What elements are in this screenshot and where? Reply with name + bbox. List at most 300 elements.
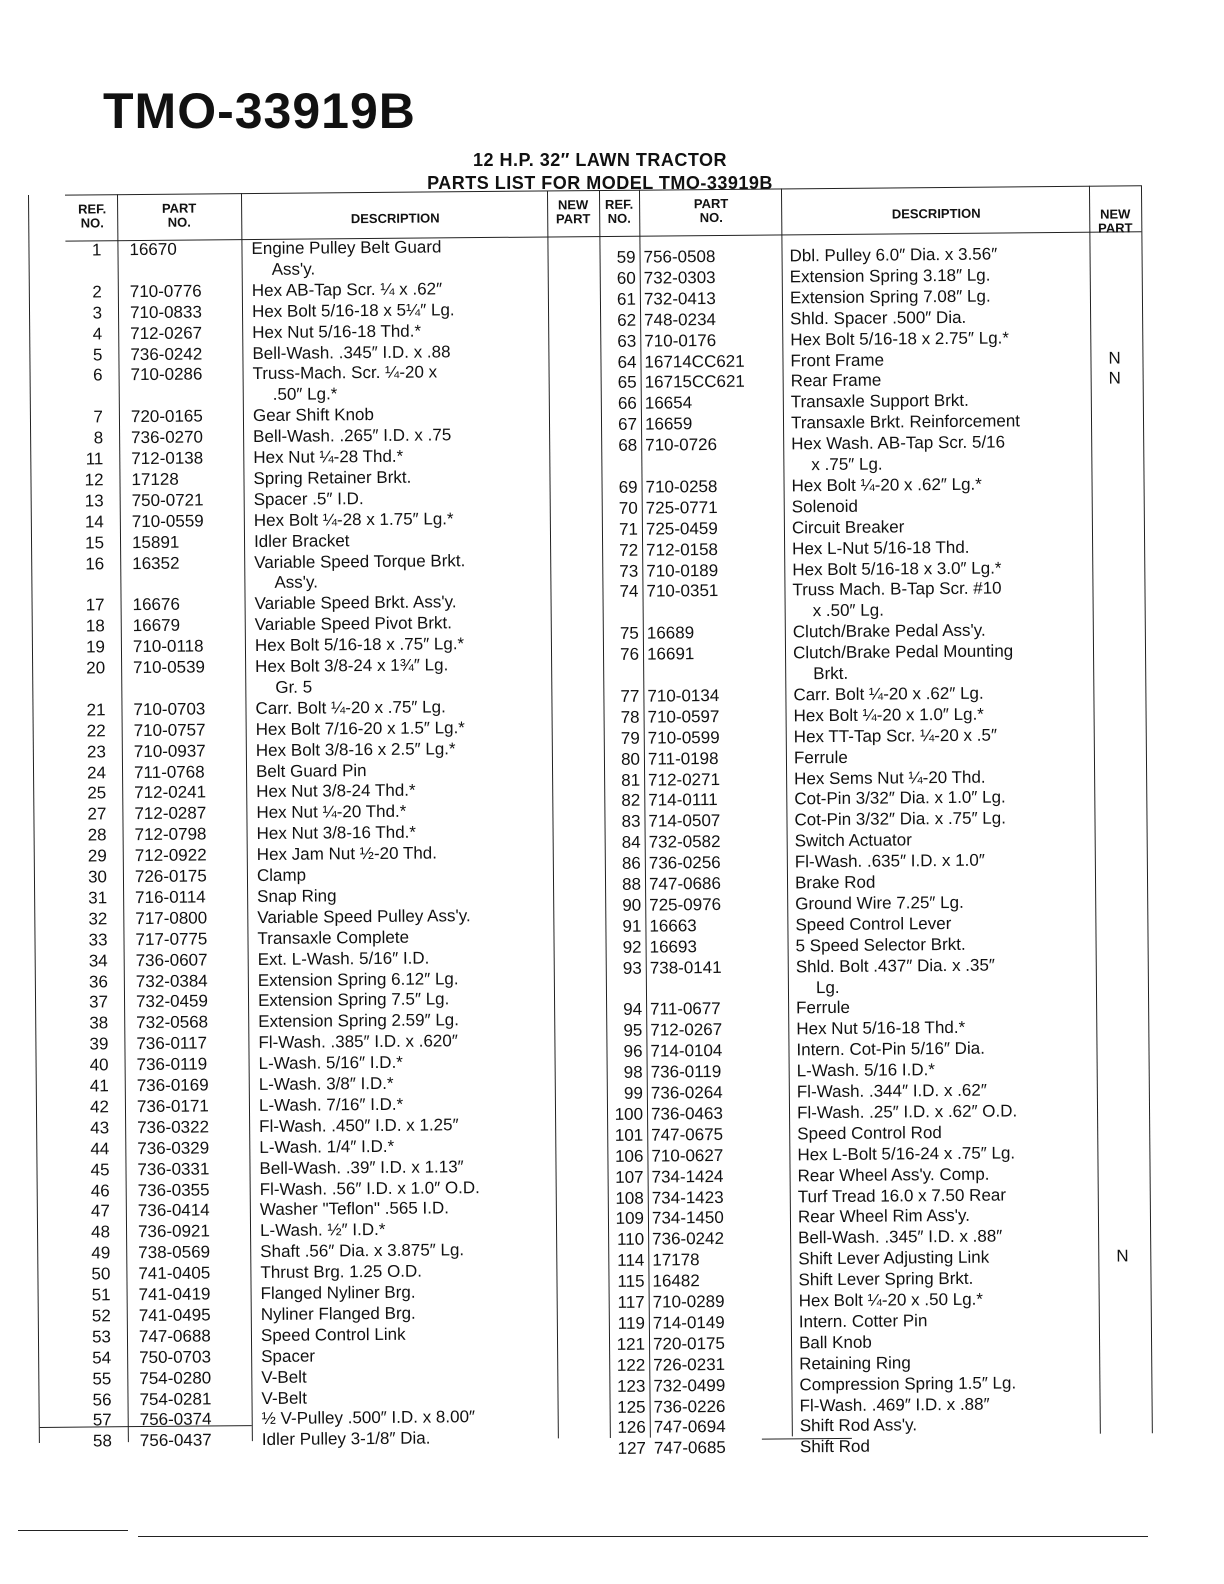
part-description: Thrust Brg. 1.25 O.D. [260, 1261, 423, 1283]
part-description: Shld. Spacer .500″ Dia. [790, 307, 967, 329]
ref-no: 30 [87, 867, 108, 887]
ref-no: 56 [92, 1389, 112, 1409]
ref-no: 90 [622, 895, 642, 915]
part-no: 736-0331 [137, 1159, 210, 1179]
part-no: 710-0833 [129, 302, 202, 322]
ref-no: 115 [617, 1271, 645, 1291]
ref-no: 54 [92, 1348, 112, 1368]
part-description: Shift Rod Ass'y. [799, 1415, 918, 1436]
part-description: Shift Rod [799, 1436, 870, 1457]
part-no: 710-0559 [131, 511, 204, 531]
part-description: Variable Speed Torque Brkt. [254, 550, 466, 572]
part-no: 734-1424 [651, 1166, 724, 1187]
part-description: Turf Tread 16.0 x 7.50 Rear [797, 1185, 1007, 1206]
part-no: 754-0281 [139, 1388, 212, 1409]
ref-no: 1 [91, 240, 102, 260]
ref-no: 77 [620, 686, 640, 706]
part-no: 732-0499 [653, 1375, 726, 1396]
part-description: 5 Speed Selector Brkt. [795, 934, 966, 956]
ref-no: 70 [618, 498, 638, 518]
ref-no: 4 [92, 323, 103, 344]
subtitle-parts-list: PARTS LIST FOR MODEL TMO-33919B [427, 173, 773, 193]
ref-no: 41 [89, 1076, 109, 1096]
header-part-no-right [641, 196, 781, 225]
header-part-line1: PART [161, 200, 197, 216]
part-description: Speed Control Rod [797, 1122, 942, 1144]
part-no: 725-0771 [645, 497, 718, 518]
part-description: Carr. Bolt ¼-20 x .62″ Lg. [793, 683, 984, 705]
part-no: 732-0582 [648, 832, 721, 852]
part-description: Ground Wire 7.25″ Lg. [795, 892, 964, 914]
part-no: 736-0171 [136, 1096, 209, 1116]
part-no: 714-0104 [650, 1041, 723, 1061]
ref-no: 45 [90, 1159, 110, 1180]
ref-no: 86 [621, 853, 641, 873]
part-no: 710-0118 [132, 636, 204, 657]
header-new-line1: NEW [1099, 206, 1131, 222]
part-no: 16691 [646, 644, 695, 664]
ref-no: 55 [92, 1368, 112, 1389]
part-description: Solenoid [791, 496, 859, 517]
part-no: 741-0419 [138, 1284, 211, 1305]
part-description: L-Wash. 5/16″ I.D.* [258, 1052, 403, 1074]
part-no: 712-0922 [134, 845, 207, 866]
part-no: 712-0287 [134, 803, 207, 824]
part-description: Hex Bolt 5/16-18 x 5¼″ Lg. [251, 299, 455, 321]
ref-no: 78 [620, 707, 640, 727]
part-description: Ferrule [793, 747, 848, 767]
header-ref-line1: REF. [77, 201, 107, 217]
part-description: Fl-Wash. .635″ I.D. x 1.0″ [794, 850, 985, 872]
part-description: Fl-Wash. .469″ I.D. x .88″ [799, 1394, 990, 1415]
ref-no: 71 [618, 519, 639, 539]
ref-no: 51 [91, 1285, 111, 1305]
ref-no: 59 [616, 247, 636, 267]
ref-no: 49 [91, 1243, 111, 1263]
part-description: Hex Bolt 3/8-16 x 2.5″ Lg.* [255, 738, 456, 760]
part-description: L-Wash. 3/8″ I.D.* [258, 1073, 394, 1095]
part-no: 736-0355 [137, 1179, 210, 1200]
ref-no: 94 [623, 1000, 643, 1020]
part-description: Extension Spring 7.5″ Lg. [257, 989, 450, 1011]
part-description: Speed Control Link [260, 1324, 406, 1345]
part-description: Hex Nut 5/16-18 Thd.* [252, 321, 422, 342]
ref-no: 80 [620, 749, 641, 769]
ref-no: 15 [85, 532, 105, 553]
part-no: 726-0175 [134, 866, 207, 887]
header-part-line2: NO. [167, 214, 191, 230]
part-description: Hex Nut ¼-28 Thd.* [253, 446, 404, 468]
part-description: Rear Wheel Ass'y. Comp. [797, 1164, 990, 1185]
ref-no: 72 [619, 540, 639, 560]
part-description: L-Wash. 7/16″ I.D.* [258, 1094, 404, 1115]
part-no: 736-0414 [137, 1200, 210, 1221]
part-description: Snap Ring [257, 886, 337, 906]
part-no: 736-0921 [137, 1221, 210, 1242]
part-description: Spring Retainer Brkt. [253, 467, 412, 488]
ref-no: 73 [619, 561, 639, 581]
ref-no: 106 [614, 1146, 644, 1166]
ref-no: 13 [84, 491, 104, 511]
part-description: Extension Spring 2.59″ Lg. [258, 1010, 460, 1032]
ref-no: 24 [87, 762, 107, 783]
ref-no: 43 [90, 1118, 110, 1138]
part-description: Spacer .5″ I.D. [253, 488, 364, 509]
ref-no: 109 [615, 1209, 645, 1229]
part-description: V-Belt [261, 1388, 307, 1408]
ref-no: 92 [622, 937, 642, 957]
part-no: 750-0721 [131, 490, 204, 510]
part-description: Hex L-Bolt 5/16-24 x .75″ Lg. [797, 1143, 1016, 1165]
part-description: Compression Spring 1.5″ Lg. [799, 1373, 1017, 1394]
part-no: 710-0134 [647, 685, 720, 706]
header-ref-no [67, 202, 117, 230]
part-no: 741-0405 [138, 1263, 211, 1284]
part-no: 16482 [652, 1271, 700, 1291]
part-no: 710-0351 [646, 581, 719, 602]
part-no: 710-0776 [129, 281, 202, 301]
ref-no: 98 [623, 1062, 643, 1082]
part-description: Shaft .56″ Dia. x 3.875″ Lg. [260, 1240, 465, 1262]
part-no: 16659 [644, 414, 693, 434]
part-no: 741-0495 [138, 1305, 211, 1325]
part-description: x .75″ Lg. [811, 454, 883, 475]
ref-no: 93 [622, 958, 642, 978]
ref-no: 96 [623, 1041, 643, 1062]
part-description: Hex Bolt 5/16-18 x 3.0″ Lg.* [792, 558, 1002, 579]
header-part-no [119, 201, 239, 230]
part-description: Hex Nut ¼-20 Thd.* [256, 802, 407, 823]
part-description: Hex Nut 3/8-16 Thd.* [256, 822, 417, 844]
part-description: Retaining Ring [799, 1353, 911, 1374]
part-no: 712-0241 [134, 782, 207, 803]
part-no: 736-0463 [650, 1103, 723, 1124]
part-description: Rear Wheel Rim Ass'y. [797, 1206, 971, 1227]
part-description: Extension Spring 3.18″ Lg. [789, 265, 991, 287]
part-no: 711-0768 [133, 761, 205, 782]
part-description: Ass'y. [271, 259, 316, 279]
ref-no: 42 [89, 1097, 110, 1117]
part-no: 756-0437 [139, 1430, 212, 1451]
ref-no: 25 [87, 783, 107, 803]
part-no: 710-0176 [644, 330, 717, 351]
part-no: 747-0686 [648, 873, 721, 894]
part-description: Nyliner Flanged Brg. [260, 1303, 416, 1324]
part-description: ½ V-Pulley .500″ I.D. x 8.00″ [261, 1407, 476, 1429]
part-no: 736-0242 [652, 1229, 725, 1249]
part-description: Truss Mach. B-Tap Scr. #10 [792, 578, 1002, 600]
ref-no: 17 [85, 595, 105, 615]
part-no: 16654 [644, 393, 693, 413]
ref-no: 69 [618, 477, 638, 497]
part-description: Hex Bolt ¼-28 x 1.75″ Lg.* [253, 508, 454, 530]
part-description: Transaxle Complete [257, 927, 410, 948]
col-divider [241, 193, 253, 1441]
part-description: Intern. Cotter Pin [798, 1311, 928, 1332]
ref-no: 27 [87, 804, 107, 824]
part-description: Transaxle Brkt. Reinforcement [790, 411, 1021, 433]
col-divider [117, 194, 129, 1442]
part-no: 16714CC621 [644, 351, 745, 372]
part-description: Variable Speed Pulley Ass'y. [257, 905, 471, 927]
ref-no: 108 [615, 1188, 644, 1208]
ref-no: 95 [623, 1020, 643, 1041]
ref-no: 65 [617, 373, 637, 393]
ref-no: 47 [90, 1201, 110, 1221]
part-description: L-Wash. 1/4″ I.D.* [259, 1136, 395, 1157]
ref-no: 79 [620, 728, 640, 748]
part-no: 738-0569 [138, 1242, 211, 1263]
part-description: Extension Spring 7.08″ Lg. [789, 286, 991, 308]
part-description: Hex Bolt 5/16-18 x 2.75″ Lg.* [790, 328, 1010, 349]
part-no: 732-0568 [136, 1012, 209, 1033]
part-no: 736-0322 [137, 1117, 210, 1137]
part-description: Cot-Pin 3/32″ Dia. x .75″ Lg. [794, 808, 1006, 830]
ref-no: 37 [89, 992, 109, 1012]
part-no: 714-0149 [652, 1312, 725, 1333]
part-description: Engine Pulley Belt Guard [251, 237, 442, 259]
header-new-part [547, 198, 599, 226]
ref-no: 12 [84, 470, 104, 490]
part-description: Hex Bolt 7/16-20 x 1.5″ Lg.* [255, 717, 465, 739]
part-no: 16670 [129, 239, 177, 260]
ref-no: 123 [616, 1376, 646, 1396]
part-description: Spacer [261, 1346, 316, 1366]
new-part-flag: N [1108, 347, 1121, 368]
part-description: Clutch/Brake Pedal Mounting [792, 641, 1014, 663]
part-no: 717-0775 [135, 929, 208, 949]
part-description: Shld. Bolt .437″ Dia. x .35″ [795, 955, 995, 976]
part-no: 720-0175 [652, 1333, 725, 1354]
part-no: 16693 [649, 936, 697, 957]
part-no: 712-0158 [646, 539, 719, 560]
ref-no: 67 [618, 414, 638, 435]
part-no: 712-0798 [134, 824, 207, 845]
part-description: Gr. 5 [275, 677, 313, 697]
footer-rule-left [18, 1530, 128, 1531]
part-no: 710-0189 [646, 560, 719, 581]
ref-no: 125 [617, 1397, 646, 1417]
part-description: Hex Jam Nut ½-20 Thd. [256, 843, 437, 865]
ref-no: 21 [86, 700, 106, 720]
part-no: 747-0688 [138, 1326, 211, 1346]
ref-no: 66 [617, 393, 637, 414]
ref-no: 23 [86, 741, 106, 762]
part-description: Hex Sems Nut ¼-20 Thd. [794, 767, 986, 788]
part-description: Cot-Pin 3/32″ Dia. x 1.0″ Lg. [794, 787, 1006, 809]
ref-no: 7 [93, 407, 104, 427]
header-description-right: DESCRIPTION [891, 205, 981, 222]
ref-no: 29 [87, 846, 107, 866]
part-no: 747-0675 [651, 1124, 724, 1145]
part-no: 710-0539 [133, 657, 206, 678]
part-description: Brake Rod [794, 872, 876, 893]
ref-no: 91 [622, 916, 642, 936]
part-no: 736-0264 [650, 1082, 723, 1103]
ref-no: 33 [88, 930, 108, 950]
part-no: 17178 [652, 1250, 700, 1270]
part-no: 736-0119 [136, 1054, 208, 1075]
ref-no: 121 [616, 1334, 646, 1354]
ref-no: 19 [85, 637, 106, 657]
part-description: Washer "Teflon" .565 I.D. [259, 1198, 450, 1220]
part-description: Dbl. Pulley 6.0″ Dia. x 3.56″ [789, 244, 998, 266]
part-description: Bell-Wash. .39″ I.D. x 1.13″ [259, 1156, 464, 1178]
part-description: Clamp [256, 865, 307, 886]
part-description: Front Frame [790, 350, 885, 370]
part-no: 725-0976 [649, 894, 722, 915]
ref-no: 20 [86, 658, 106, 678]
part-description: Hex Bolt 3/8-24 x 1¾″ Lg. [255, 655, 449, 677]
part-no: 712-0138 [131, 448, 204, 469]
ref-no: 83 [621, 811, 641, 832]
ref-no: 119 [617, 1313, 645, 1333]
part-no: 15891 [131, 532, 180, 552]
part-no: 734-1450 [651, 1208, 724, 1228]
part-no: 711-0198 [647, 748, 719, 769]
ref-no: 34 [88, 950, 108, 971]
part-no: 732-0459 [135, 991, 208, 1012]
ref-no: 117 [617, 1292, 645, 1312]
ref-no: 14 [84, 512, 104, 532]
part-no: 756-0508 [643, 247, 716, 267]
part-description: Hex AB-Tap Scr. ¼ x .62″ [251, 279, 443, 300]
col-divider [547, 190, 559, 1438]
part-no: 720-0165 [130, 406, 203, 427]
part-no: 712-0271 [648, 769, 721, 790]
header-part-line2: NO. [699, 209, 723, 226]
ref-no: 38 [89, 1013, 109, 1033]
part-description: Switch Actuator [794, 830, 912, 851]
part-no: 714-0507 [648, 811, 721, 831]
part-no: 736-0256 [648, 853, 721, 873]
col-divider [1089, 186, 1101, 1434]
part-description: Hex Bolt ¼-20 x .62″ Lg.* [791, 474, 982, 496]
part-description: Bell-Wash. .345″ I.D. x .88″ [798, 1226, 1003, 1248]
part-no: 750-0703 [139, 1347, 212, 1367]
part-no: 710-0289 [652, 1291, 725, 1312]
ref-no: 58 [92, 1431, 112, 1451]
part-no: 712-0267 [650, 1020, 723, 1040]
header-ref-line2: NO. [80, 215, 104, 231]
part-no: 710-0726 [645, 435, 718, 455]
table-header-rule [65, 231, 1141, 241]
part-description: Transaxle Support Brkt. [790, 391, 969, 412]
ref-no: 114 [617, 1250, 645, 1271]
part-no: 736-0242 [130, 343, 203, 364]
part-no: 16715CC621 [644, 372, 745, 393]
part-description: .50″ Lg.* [272, 384, 338, 405]
part-description: Rear Frame [790, 370, 882, 391]
part-description: V-Belt [261, 1367, 307, 1387]
part-no: 710-0703 [133, 699, 206, 719]
ref-no: 110 [616, 1229, 645, 1250]
ref-no: 88 [622, 874, 642, 894]
part-description: Hex Nut 3/8-24 Thd.* [256, 781, 416, 802]
part-no: 714-0111 [648, 790, 718, 811]
part-no: 736-0226 [653, 1396, 726, 1417]
part-description: Shift Lever Adjusting Link [798, 1247, 990, 1269]
part-description: Fl-Wash. .450″ I.D. x 1.25″ [259, 1115, 459, 1136]
part-no: 726-0231 [653, 1354, 726, 1375]
ref-no: 76 [620, 644, 640, 664]
header-ref-no-right [599, 198, 639, 226]
ref-no: 2 [92, 282, 102, 302]
new-part-flag: N [1116, 1246, 1129, 1266]
part-description: Fl-Wash. .344″ I.D. x .62″ [796, 1080, 987, 1102]
part-description: Intern. Cot-Pin 5/16″ Dia. [796, 1038, 985, 1060]
footer-rule [138, 1536, 1148, 1537]
part-description: Bell-Wash. .265″ I.D. x .75 [253, 425, 452, 447]
part-no: 717-0800 [135, 908, 208, 928]
page-title: TMO-33919B [103, 83, 416, 139]
ref-no: 40 [89, 1055, 109, 1075]
part-description: Ferrule [796, 998, 851, 1018]
part-description: Carr. Bolt ¼-20 x .75″ Lg. [255, 697, 446, 718]
part-description: Truss-Mach. Scr. ¼-20 x [252, 362, 438, 384]
ref-no: 8 [93, 428, 104, 448]
ref-no: 101 [614, 1125, 644, 1145]
ref-no: 82 [621, 791, 641, 811]
ref-no: 44 [90, 1139, 110, 1159]
ref-no: 68 [618, 435, 638, 455]
header-new-line2: PART [555, 211, 591, 227]
part-description: Flanged Nyliner Brg. [260, 1282, 416, 1304]
ref-no: 11 [85, 449, 104, 469]
ref-no: 6 [93, 365, 103, 385]
part-no: 736-0607 [135, 950, 208, 970]
ref-no: 74 [619, 582, 639, 602]
part-no: 738-0141 [649, 957, 722, 978]
ref-no: 107 [615, 1167, 644, 1187]
header-new-line1: NEW [557, 197, 589, 213]
ref-no: 64 [617, 352, 637, 372]
part-description: Belt Guard Pin [255, 760, 367, 781]
part-no: 756-0374 [139, 1409, 212, 1430]
part-description: Hex Wash. AB-Tap Scr. 5/16 [791, 432, 1006, 454]
subtitle-product: 12 H.P. 32″ LAWN TRACTOR [472, 150, 727, 170]
part-no: 16679 [132, 615, 181, 636]
part-description: Idler Bracket [253, 530, 350, 551]
part-description: Brkt. [813, 663, 849, 684]
part-description: Bell-Wash. .345″ I.D. x .88 [252, 341, 451, 363]
ref-no: 60 [616, 268, 636, 288]
ref-no: 99 [623, 1083, 643, 1103]
part-no: 754-0280 [139, 1368, 212, 1388]
part-no: 747-0694 [653, 1417, 726, 1437]
part-description: Fl-Wash. .385″ I.D. x .620″ [258, 1031, 458, 1053]
ref-no: 28 [87, 825, 107, 845]
ref-no: 50 [91, 1264, 111, 1284]
ref-no: 84 [621, 832, 641, 853]
part-description: x .50″ Lg. [812, 600, 884, 621]
ref-no: 5 [92, 344, 103, 364]
ref-no: 52 [91, 1306, 111, 1326]
part-description: Fl-Wash. .25″ I.D. x .62″ O.D. [796, 1101, 1018, 1123]
ref-no: 122 [616, 1355, 646, 1375]
ref-no: 31 [88, 888, 108, 908]
part-no: 734-1423 [651, 1187, 724, 1208]
part-description: Ext. L-Wash. 5/16″ I.D. [257, 948, 430, 969]
part-description: Hex TT-Tap Scr. ¼-20 x .5″ [793, 725, 998, 747]
part-no: 710-0937 [133, 741, 206, 761]
ref-no: 18 [85, 616, 105, 636]
part-description: Circuit Breaker [791, 517, 905, 538]
ref-no: 100 [614, 1104, 644, 1124]
part-description: Ball Knob [798, 1332, 872, 1353]
part-no: 710-0258 [645, 476, 718, 497]
header-description: DESCRIPTION [350, 210, 440, 227]
